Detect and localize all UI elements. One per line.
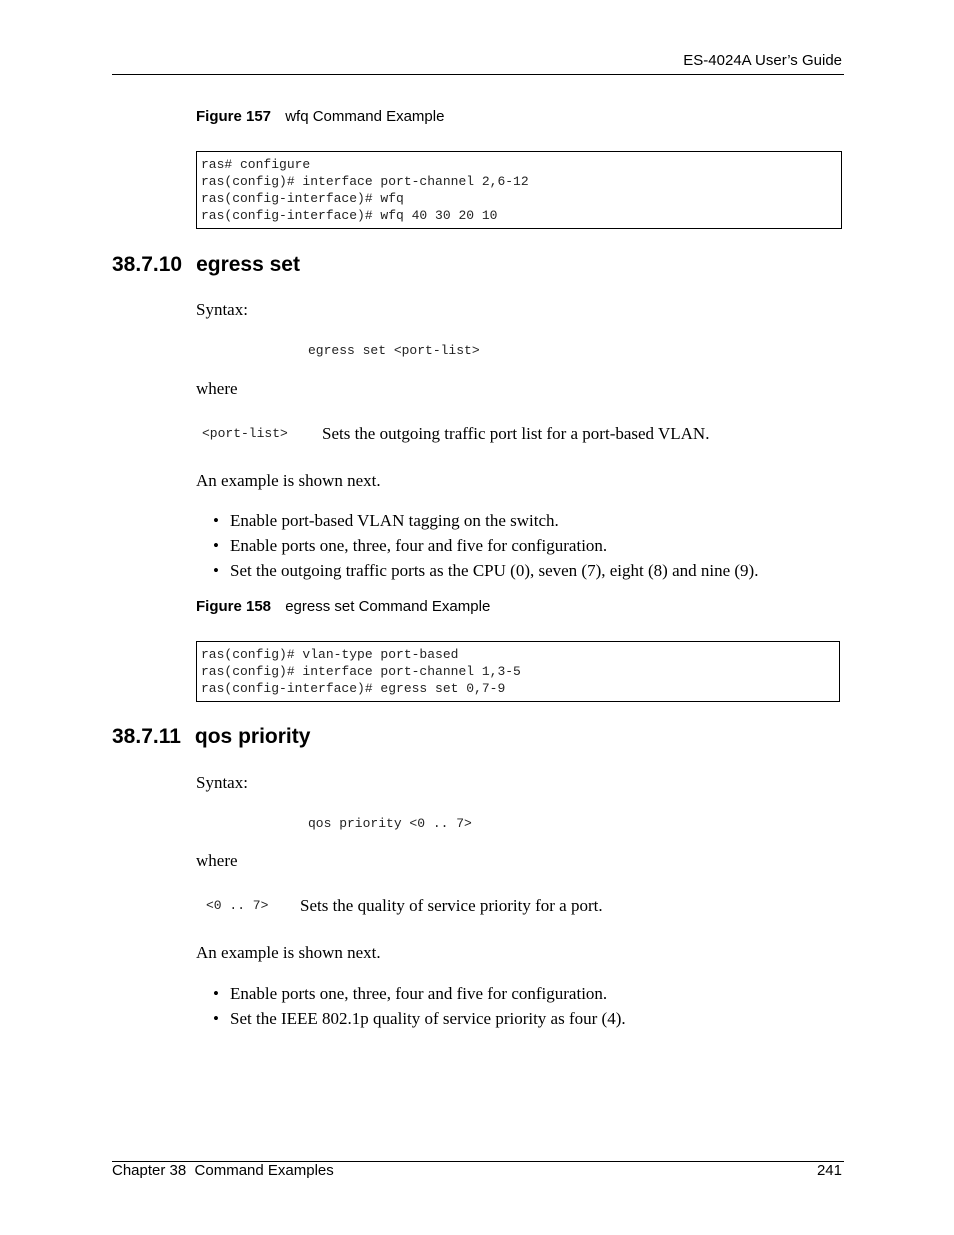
code-line: ras(config-interface)# wfq 40 30 20 10 <box>201 208 498 223</box>
section-title: qos priority <box>194 725 311 748</box>
section-number: 38.7.10 <box>112 253 183 276</box>
where-label: where <box>196 851 238 870</box>
code-line: ras(config)# vlan-type port-based <box>201 647 459 662</box>
example-intro: An example is shown next. <box>196 943 381 962</box>
param-name: <port-list> <box>202 426 288 441</box>
bullet-icon: • <box>213 536 219 555</box>
figure-title: egress set Command Example <box>285 598 491 615</box>
param-description: Sets the quality of service priority for a port. <box>300 896 603 915</box>
figure-title: wfq Command Example <box>285 108 445 125</box>
figure-157-caption <box>196 108 444 125</box>
code-line: ras(config)# interface port-channel 2,6-12 <box>201 174 529 189</box>
section-heading-egress-set <box>112 253 300 277</box>
list-item <box>213 1009 626 1029</box>
section-heading-qos-priority <box>112 725 310 749</box>
bullet-icon: • <box>213 984 219 1003</box>
code-line: ras(config-interface)# egress set 0,7-9 <box>201 681 506 696</box>
footer-chapter: Chapter 38 Command Examples <box>112 1162 334 1179</box>
list-item <box>213 511 559 531</box>
running-header: ES-4024A User’s Guide <box>683 52 842 69</box>
list-item-text: Set the outgoing traffic ports as the CPU (0), seven (7), eight (8) and nine (9). <box>230 561 759 580</box>
list-item-text: Set the IEEE 802.1p quality of service priority as four (4). <box>230 1009 626 1028</box>
section-number: 38.7.11 <box>112 725 181 748</box>
list-item <box>213 536 607 556</box>
figure-158-code-box <box>196 641 840 702</box>
bullet-icon: • <box>213 561 219 580</box>
param-description: Sets the outgoing traffic port list for a port-based VLAN. <box>322 424 710 443</box>
code-line: ras(config-interface)# wfq <box>201 191 404 206</box>
syntax-label: Syntax: <box>196 773 248 792</box>
param-name: <0 .. 7> <box>206 898 269 913</box>
figure-number: Figure 158 <box>196 598 272 615</box>
figure-number: Figure 157 <box>196 108 272 125</box>
figure-157-code-box <box>196 151 842 229</box>
list-item-text: Enable ports one, three, four and five for configuration. <box>230 984 608 1003</box>
syntax-code: qos priority <0 .. 7> <box>308 816 472 831</box>
bullet-icon: • <box>213 1009 219 1028</box>
list-item <box>213 984 607 1004</box>
header-divider <box>112 74 844 75</box>
section-title: egress set <box>196 253 300 276</box>
where-label: where <box>196 379 238 398</box>
page-number: 241 <box>816 1162 842 1179</box>
code-line: ras# configure <box>201 157 311 172</box>
list-item <box>213 561 758 581</box>
figure-158-caption <box>196 598 490 615</box>
bullet-icon: • <box>213 511 219 530</box>
syntax-label: Syntax: <box>196 300 248 319</box>
example-intro: An example is shown next. <box>196 471 381 490</box>
list-item-text: Enable ports one, three, four and five for configuration. <box>230 536 608 555</box>
list-item-text: Enable port-based VLAN tagging on the switch. <box>230 511 559 530</box>
code-line: ras(config)# interface port-channel 1,3-5 <box>201 664 521 679</box>
syntax-code: egress set <port-list> <box>308 343 480 358</box>
